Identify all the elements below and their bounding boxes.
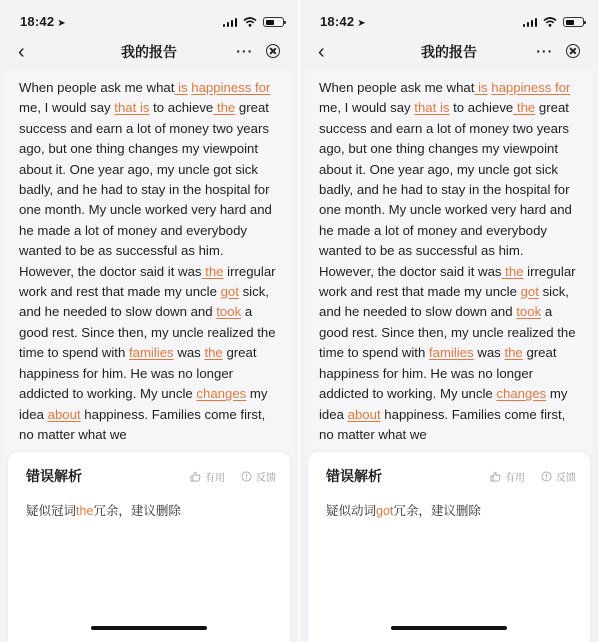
phone-screen-right bbox=[300, 0, 598, 642]
essay-segment: to achieve bbox=[449, 100, 514, 116]
signal-icon bbox=[523, 17, 538, 27]
essay-text bbox=[5, 70, 293, 445]
nav-bar bbox=[0, 41, 298, 63]
status-bar bbox=[300, 0, 598, 44]
flagged-word[interactable]: took bbox=[216, 304, 242, 320]
feedback-button[interactable] bbox=[541, 469, 576, 484]
essay-segment: me, I would say bbox=[319, 100, 415, 116]
sheet-title: 错误解析 bbox=[26, 468, 82, 484]
essay-segment: sick, and he needed to slow down and bbox=[319, 284, 569, 320]
essay-segment: great success and earn a lot of money two years ago, but one thing changes my viewpoint about it. One year ago, my uncle got sick badly, and he had to stay in the hospital for one month. My uncle worked very hard and he made a lot of money and everybody wanted to be as successful as him. However, the doctor said it was bbox=[319, 100, 572, 279]
essay-segment: happiness. Families come first, no matter what we bbox=[319, 406, 566, 442]
back-icon[interactable]: ‹ bbox=[318, 41, 325, 63]
close-icon[interactable] bbox=[566, 44, 580, 58]
flagged-word[interactable]: happiness for bbox=[191, 80, 271, 95]
battery-icon bbox=[563, 17, 584, 27]
wifi-icon bbox=[243, 17, 257, 27]
error-analysis-sheet bbox=[308, 452, 590, 642]
essay-segment: great success and earn a lot of money two years ago, but one thing changes my viewpoint about it. One year ago, my uncle got sick badly, and he had to stay in the hospital for one month. My uncle worked very hard and he made a lot of money and everybody wanted to be as successful as him. However, the doctor said it was bbox=[19, 100, 272, 279]
sheet-header bbox=[8, 452, 290, 487]
flagged-word[interactable]: the bbox=[504, 345, 523, 361]
more-icon[interactable]: ··· bbox=[536, 43, 554, 59]
flagged-word[interactable]: about bbox=[347, 406, 381, 422]
essay-segment: irregular work and rest that made my uncle bbox=[319, 263, 576, 300]
essay-segment: irregular work and rest that made my uncle bbox=[19, 263, 276, 300]
status-icons bbox=[523, 17, 585, 27]
flagged-word[interactable]: that is bbox=[414, 100, 450, 116]
essay-text bbox=[305, 70, 593, 445]
error-message-suffix: 冗余，建议删除 bbox=[93, 504, 181, 518]
flagged-word[interactable]: is bbox=[174, 80, 188, 95]
essay-segment: When people ask me what bbox=[319, 80, 475, 95]
signal-icon bbox=[223, 17, 238, 27]
useful-button[interactable] bbox=[490, 469, 525, 484]
essay-segment: was bbox=[173, 345, 205, 361]
error-message-prefix: 疑似冠词 bbox=[26, 504, 77, 518]
useful-button[interactable] bbox=[190, 469, 225, 484]
flagged-word[interactable]: took bbox=[516, 304, 542, 320]
flagged-word[interactable]: got bbox=[220, 284, 239, 300]
page-title: 我的报告 bbox=[121, 44, 177, 60]
mini-program-capsule bbox=[530, 39, 586, 63]
essay-segment: was bbox=[473, 345, 505, 361]
essay-segment: to achieve bbox=[149, 100, 214, 116]
feedback-button[interactable] bbox=[241, 469, 276, 484]
flagged-word[interactable]: happiness for bbox=[491, 80, 571, 95]
status-time-group bbox=[20, 13, 66, 31]
error-analysis-sheet bbox=[8, 452, 290, 642]
flagged-word[interactable]: changes bbox=[496, 386, 547, 402]
phone-screen-left bbox=[0, 0, 298, 642]
sheet-header bbox=[308, 452, 590, 487]
sheet-title: 错误解析 bbox=[326, 468, 382, 484]
status-time: 18:42 bbox=[20, 14, 55, 29]
mini-program-capsule bbox=[230, 39, 286, 63]
flagged-word[interactable]: is bbox=[474, 80, 488, 95]
flagged-word[interactable]: the bbox=[213, 100, 236, 116]
error-message-prefix: 疑似动词 bbox=[326, 504, 377, 518]
error-word: the bbox=[76, 504, 94, 518]
thumbs-up-icon bbox=[490, 471, 501, 482]
back-icon[interactable]: ‹ bbox=[18, 41, 25, 63]
sheet-actions bbox=[490, 469, 576, 484]
flagged-word[interactable]: the bbox=[201, 263, 224, 279]
essay-segment: happiness. Families come first, no matter what we bbox=[19, 406, 266, 442]
useful-label: 有用 bbox=[505, 472, 525, 484]
location-icon: ➤ bbox=[357, 18, 366, 29]
flagged-word[interactable]: families bbox=[128, 345, 174, 361]
status-time: 18:42 bbox=[320, 14, 355, 29]
thumbs-up-icon bbox=[190, 471, 201, 482]
essay-segment: my idea bbox=[319, 386, 568, 422]
flagged-word[interactable]: the bbox=[501, 263, 524, 279]
essay-segment: me, I would say bbox=[19, 100, 115, 116]
essay-card bbox=[305, 70, 593, 455]
sheet-actions bbox=[190, 469, 276, 484]
essay-segment: my idea bbox=[19, 386, 268, 422]
error-message bbox=[308, 487, 590, 519]
error-message bbox=[8, 487, 290, 519]
essay-segment: great happiness for him. He was no longer addicted to working. My uncle bbox=[319, 345, 557, 402]
flagged-word[interactable]: about bbox=[47, 406, 81, 422]
close-icon[interactable] bbox=[266, 44, 280, 58]
wifi-icon bbox=[543, 17, 557, 27]
essay-segment: sick, and he needed to slow down and bbox=[19, 284, 269, 320]
page-title: 我的报告 bbox=[421, 44, 477, 60]
essay-segment: a good rest. Since then, my uncle realized the time to spend with bbox=[19, 304, 276, 361]
useful-label: 有用 bbox=[205, 472, 225, 484]
battery-icon bbox=[263, 17, 284, 27]
error-message-suffix: 冗余，建议删除 bbox=[393, 504, 481, 518]
status-bar bbox=[0, 0, 298, 44]
status-icons bbox=[223, 17, 285, 27]
flagged-word[interactable]: the bbox=[204, 345, 223, 361]
flagged-word[interactable]: the bbox=[513, 100, 536, 116]
flagged-word[interactable]: got bbox=[520, 284, 539, 300]
error-word: got bbox=[376, 504, 394, 518]
nav-bar bbox=[300, 41, 598, 63]
more-icon[interactable]: ··· bbox=[236, 43, 254, 59]
home-indicator[interactable] bbox=[391, 626, 507, 630]
flagged-word[interactable]: families bbox=[428, 345, 474, 361]
flagged-word[interactable]: that is bbox=[114, 100, 150, 116]
essay-segment: a good rest. Since then, my uncle realized the time to spend with bbox=[319, 304, 576, 361]
status-time-group bbox=[320, 13, 366, 31]
essay-segment: great happiness for him. He was no longer addicted to working. My uncle bbox=[19, 345, 257, 402]
home-indicator[interactable] bbox=[91, 626, 207, 630]
location-icon: ➤ bbox=[57, 18, 66, 29]
essay-segment: When people ask me what bbox=[19, 80, 175, 95]
flagged-word[interactable]: changes bbox=[196, 386, 247, 402]
feedback-label: 反馈 bbox=[556, 472, 576, 484]
info-circle-icon bbox=[241, 471, 252, 482]
feedback-label: 反馈 bbox=[256, 472, 276, 484]
essay-card bbox=[5, 70, 293, 455]
info-circle-icon bbox=[541, 471, 552, 482]
